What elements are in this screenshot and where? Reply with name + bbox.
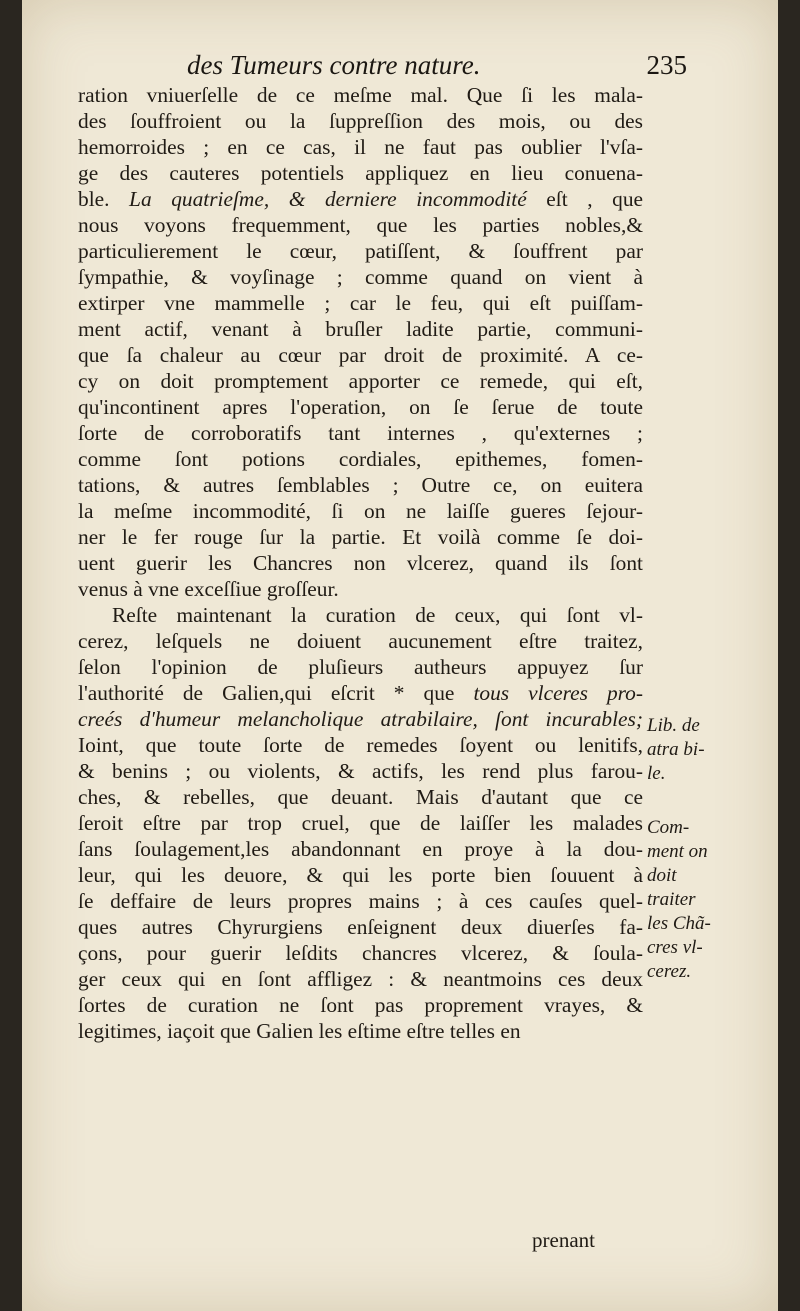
text-line — [78, 862, 643, 888]
text-line — [78, 420, 643, 446]
margin-note-line: traiter — [647, 889, 696, 910]
text-line — [78, 134, 643, 160]
margin-note-line: Com- — [647, 817, 690, 838]
text-segment: Reſte maintenant la curation de ceux, qui ſont vl- — [112, 603, 643, 627]
margin-note-line: le. — [647, 763, 666, 784]
text-segment: ſe deffaire de leurs propres mains ; à ces cauſes quel- — [78, 889, 643, 913]
text-segment: ment actif, venant à bruſler ladite partie, communi- — [78, 317, 643, 341]
text-line — [78, 498, 643, 524]
running-title: des Tumeurs contre nature. — [187, 50, 481, 80]
text-line — [78, 238, 643, 264]
text-line — [78, 160, 643, 186]
margin-note-line: les Chã- — [647, 913, 711, 934]
text-line — [78, 888, 643, 914]
margin-note-line: cerez. — [647, 961, 692, 982]
margin-note-line: doit — [647, 865, 677, 886]
text-line — [78, 602, 643, 628]
running-header — [187, 50, 687, 81]
text-segment: particulierement le cœur, patiſſent, & ſouffrent par — [78, 239, 643, 263]
text-line — [78, 914, 643, 940]
text-line — [78, 446, 643, 472]
text-segment: hemorroides ; en ce cas, il ne faut pas oublier l'vſa- — [78, 135, 643, 159]
text-line — [78, 368, 643, 394]
text-segment: ger ceux qui en ſont affligez : & neantmoins ces deux — [78, 967, 643, 991]
text-segment: extirper vne mammelle ; car le feu, qui eſt puiſſam- — [78, 291, 643, 315]
text-line — [78, 264, 643, 290]
margin-note-line: atra bi- — [647, 739, 705, 760]
text-segment: comme ſont potions cordiales, epithemes, fomen- — [78, 447, 643, 471]
italic-segment: tous vlceres pro- — [473, 681, 643, 705]
text-line — [78, 1018, 643, 1044]
text-line — [78, 472, 643, 498]
text-line — [78, 784, 643, 810]
text-segment: legitimes, iaçoit que Galien les eſtime eſtre telles en — [78, 1019, 521, 1043]
text-line — [78, 992, 643, 1018]
text-segment: uent guerir les Chancres non vlcerez, quand ils ſont — [78, 551, 643, 575]
text-line — [78, 836, 643, 862]
text-segment: ſortes de curation ne ſont pas proprement vrayes, & — [78, 993, 643, 1017]
text-segment: cerez, leſquels ne doiuent aucunement eſtre traitez, — [78, 629, 643, 653]
text-line — [78, 394, 643, 420]
text-segment: ge des cauteres potentiels appliquez en lieu conuena- — [78, 161, 643, 185]
text-line — [78, 524, 643, 550]
text-segment: l'authorité de Galien,qui eſcrit * que — [78, 681, 474, 705]
text-segment: ble. — [78, 187, 130, 211]
text-segment: nous voyons frequemment, que les parties nobles,& — [78, 213, 643, 237]
margin-note-line: ment on — [647, 841, 708, 862]
text-line — [78, 186, 643, 212]
text-segment: cy on doit promptement apporter ce remede, qui eſt, — [78, 369, 643, 393]
text-segment: tations, & autres ſemblables ; Outre ce, on euitera — [78, 473, 643, 497]
text-segment: ner le fer rouge ſur la partie. Et voilà comme ſe doi- — [78, 525, 643, 549]
text-line — [78, 628, 643, 654]
text-segment: Ioint, que toute ſorte de remedes ſoyent ou lenitifs, — [78, 733, 643, 757]
text-line — [78, 108, 643, 134]
margin-note-source — [647, 714, 705, 786]
book-page — [22, 0, 778, 1311]
text-segment: çons, pour guerir leſdits chancres vlcerez, & ſoula- — [78, 941, 643, 965]
page-number: 235 — [646, 50, 687, 80]
text-line — [78, 732, 643, 758]
text-segment: ſans ſoulagement,les abandonnant en proye à la dou- — [78, 837, 643, 861]
text-line — [78, 706, 643, 732]
text-segment: ques autres Chyrurgiens enſeignent deux diuerſes fa- — [78, 915, 643, 939]
text-segment: ches, & rebelles, que deuant. Mais d'autant que ce — [78, 785, 643, 809]
text-line — [78, 316, 643, 342]
main-text — [78, 82, 643, 1044]
text-segment: ſympathie, & voyſinage ; comme quand on vient à — [78, 265, 643, 289]
text-segment: que ſa chaleur au cœur par droit de proximité. A ce- — [78, 343, 643, 367]
text-line — [78, 550, 643, 576]
text-segment: la meſme incommodité, ſi on ne laiſſe gueres ſejour- — [78, 499, 643, 523]
text-segment: ſelon l'opinion de pluſieurs autheurs appuyez ſur — [78, 655, 643, 679]
margin-note-heading — [647, 816, 711, 984]
text-segment: & benins ; ou violents, & actifs, les rend plus farou- — [78, 759, 643, 783]
text-segment: venus à vne exceſſiue groſſeur. — [78, 577, 339, 601]
text-segment: ration vniuerſelle de ce meſme mal. Que ſi les mala- — [78, 83, 643, 107]
text-line — [78, 654, 643, 680]
margin-note-line: cres vl- — [647, 937, 703, 958]
text-segment: des ſouffroient ou la ſuppreſſion des mois, ou des — [78, 109, 643, 133]
text-line — [78, 940, 643, 966]
text-segment: leur, qui les deuore, & qui les porte bien ſouuent à — [78, 863, 643, 887]
text-segment: eſt , que — [526, 187, 644, 211]
text-line — [78, 680, 643, 706]
text-line — [78, 810, 643, 836]
text-segment: ſeroit eſtre par trop cruel, que de laiſſer les malades — [78, 811, 643, 835]
italic-segment: La quatrieſme, & derniere incommodité — [129, 187, 527, 211]
text-line — [78, 212, 643, 238]
text-line — [78, 576, 643, 602]
text-line — [78, 290, 643, 316]
text-line — [78, 966, 643, 992]
text-line — [78, 342, 643, 368]
text-line — [78, 758, 643, 784]
text-line — [78, 82, 643, 108]
catchword: prenant — [532, 1228, 595, 1252]
italic-segment: creés d'humeur melancholique atrabilaire, ſont incurables; — [78, 707, 643, 731]
text-segment: qu'incontinent apres l'operation, on ſe ſerue de toute — [78, 395, 643, 419]
text-segment: ſorte de corroboratifs tant internes , qu'externes ; — [78, 421, 643, 445]
margin-note-line: Lib. de — [647, 715, 700, 736]
